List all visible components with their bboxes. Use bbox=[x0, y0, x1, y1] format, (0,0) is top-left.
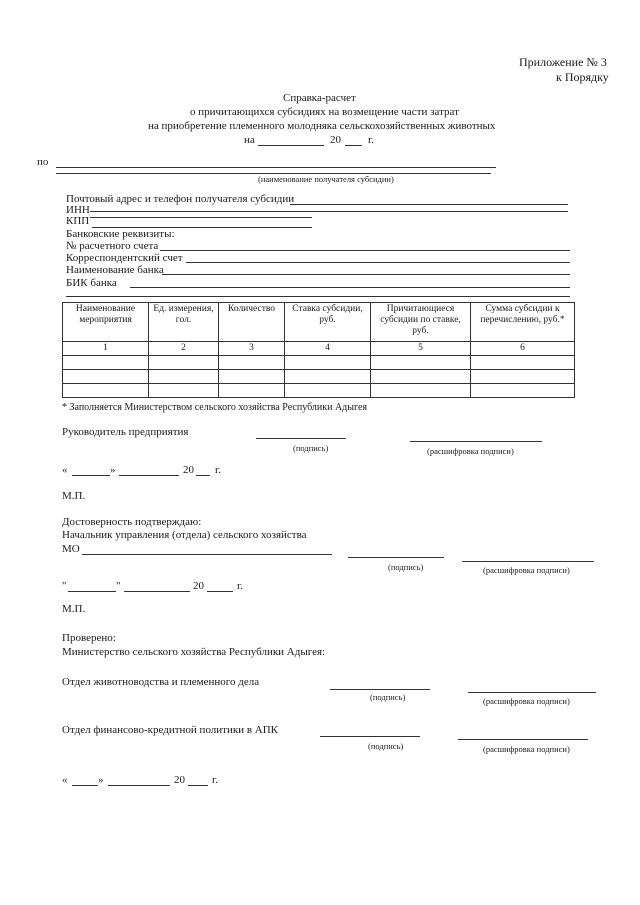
mo-line[interactable] bbox=[82, 554, 332, 555]
bank-name-label: Наименование банка bbox=[66, 264, 164, 276]
doc-subtitle-1: о причитающихся субсидиях на возмещение части затрат bbox=[190, 106, 459, 118]
bik-label: БИК банка bbox=[66, 277, 117, 289]
date2-year-line[interactable] bbox=[207, 591, 233, 592]
stamp-2: М.П. bbox=[62, 603, 86, 615]
stamp-1: М.П. bbox=[62, 490, 86, 502]
date1-open: « bbox=[62, 464, 68, 476]
livestock-decode-line[interactable] bbox=[468, 692, 596, 693]
date1-close: » bbox=[110, 464, 116, 476]
table-row bbox=[63, 370, 575, 384]
date-day-line[interactable] bbox=[258, 145, 324, 146]
chief-decode-line[interactable] bbox=[462, 561, 594, 562]
corr-account-label: Корреспондентский счет bbox=[66, 252, 183, 264]
table-cell[interactable] bbox=[149, 356, 219, 370]
dept-finance-label: Отдел финансово-кредитной политики в АПК bbox=[62, 724, 279, 736]
date3-year: 20 bbox=[174, 774, 185, 786]
livestock-signature-line[interactable] bbox=[330, 689, 430, 690]
mo-label: МО bbox=[62, 543, 80, 555]
date2-open: " bbox=[62, 580, 67, 592]
table-cell[interactable] bbox=[219, 384, 285, 398]
table-number-cell: 4 bbox=[285, 342, 371, 356]
head-signature-caption: (подпись) bbox=[293, 443, 329, 453]
dept-livestock-label: Отдел животноводства и племенного дела bbox=[62, 676, 260, 688]
table-cell[interactable] bbox=[285, 384, 371, 398]
table-cell[interactable] bbox=[219, 370, 285, 384]
table-number-row bbox=[63, 342, 575, 356]
table-cell[interactable] bbox=[471, 370, 575, 384]
corr-account-line[interactable] bbox=[186, 262, 570, 263]
inn-label: ИНН bbox=[66, 204, 90, 216]
ministry-label: Министерство сельского хозяйства Республики Адыгея: bbox=[62, 646, 326, 658]
date-year-line[interactable] bbox=[345, 145, 362, 146]
date3-open: « bbox=[62, 774, 68, 786]
table-cell[interactable] bbox=[371, 370, 471, 384]
chief-label: Начальник управления (отдела) сельского хозяйства bbox=[62, 529, 307, 541]
table-cell[interactable] bbox=[471, 384, 575, 398]
date2-suffix: г. bbox=[237, 580, 244, 592]
table-cell[interactable] bbox=[149, 384, 219, 398]
bik-line-2[interactable] bbox=[66, 296, 570, 297]
account-label: № расчетного счета bbox=[66, 240, 159, 252]
recipient-caption: (наименование получателя субсидии) bbox=[258, 174, 394, 184]
finance-signature-line[interactable] bbox=[320, 736, 420, 737]
date-suffix: г. bbox=[368, 134, 375, 146]
subsidy-table bbox=[62, 302, 575, 398]
table-cell[interactable] bbox=[285, 370, 371, 384]
table-cell[interactable] bbox=[471, 356, 575, 370]
table-header-cell: Количество bbox=[219, 303, 285, 342]
date1-year: 20 bbox=[183, 464, 194, 476]
confirm-label: Достоверность подтверждаю: bbox=[62, 516, 202, 528]
finance-decode-caption: (расшифровка подписи) bbox=[483, 744, 570, 754]
head-decode-caption: (расшифровка подписи) bbox=[427, 446, 514, 456]
kpp-label: КПП bbox=[66, 215, 90, 227]
table-row bbox=[63, 356, 575, 370]
date1-year-line[interactable] bbox=[196, 475, 210, 476]
date3-month-line[interactable] bbox=[108, 785, 170, 786]
table-header-cell: Наименование мероприятия bbox=[63, 303, 149, 342]
bank-details-label: Банковские реквизиты: bbox=[66, 228, 175, 240]
chief-decode-caption: (расшифровка подписи) bbox=[483, 565, 570, 575]
account-line[interactable] bbox=[160, 250, 570, 251]
bik-line[interactable] bbox=[130, 287, 570, 288]
head-signature-line[interactable] bbox=[256, 438, 346, 439]
date2-month-line[interactable] bbox=[124, 591, 190, 592]
recipient-prefix: по bbox=[37, 156, 49, 168]
bank-name-line[interactable] bbox=[162, 274, 570, 275]
inn-line[interactable] bbox=[90, 217, 312, 218]
finance-signature-caption: (подпись) bbox=[368, 741, 404, 751]
date2-day-line[interactable] bbox=[68, 591, 116, 592]
table-header-cell: Причитающиеся субсидии по ставке, руб. bbox=[371, 303, 471, 342]
table-cell[interactable] bbox=[63, 356, 149, 370]
date-year: 20 bbox=[330, 134, 341, 146]
date3-day-line[interactable] bbox=[72, 785, 98, 786]
date3-year-line[interactable] bbox=[188, 785, 208, 786]
doc-subtitle-2: на приобретение племенного молодняка сельскохозяйственных животных bbox=[148, 120, 496, 132]
postal-line-2[interactable] bbox=[90, 211, 568, 212]
footnote: * Заполняется Министерством сельского хозяйства Республики Адыгея bbox=[62, 402, 367, 413]
finance-decode-line[interactable] bbox=[458, 739, 588, 740]
date1-suffix: г. bbox=[215, 464, 222, 476]
recipient-name-line[interactable] bbox=[56, 167, 496, 168]
table-cell[interactable] bbox=[371, 356, 471, 370]
postal-line[interactable] bbox=[290, 204, 568, 205]
table-header-cell: Ставка субсидии, руб. bbox=[285, 303, 371, 342]
table-number-cell: 2 bbox=[149, 342, 219, 356]
postal-label: Почтовый адрес и телефон получателя субсидии bbox=[66, 193, 295, 205]
doc-title: Справка-расчет bbox=[283, 92, 356, 104]
date3-suffix: г. bbox=[212, 774, 219, 786]
table-cell[interactable] bbox=[219, 356, 285, 370]
head-decode-line[interactable] bbox=[410, 441, 542, 442]
date2-close: " bbox=[116, 580, 121, 592]
table-cell[interactable] bbox=[63, 370, 149, 384]
table-header-row bbox=[63, 303, 575, 342]
checked-label: Проверено: bbox=[62, 632, 116, 644]
date3-close: » bbox=[98, 774, 104, 786]
date2-year: 20 bbox=[193, 580, 204, 592]
date1-month-line[interactable] bbox=[119, 475, 179, 476]
table-number-cell: 1 bbox=[63, 342, 149, 356]
head-label: Руководитель предприятия bbox=[62, 426, 189, 438]
table-cell[interactable] bbox=[63, 384, 149, 398]
date-prefix: на bbox=[244, 134, 255, 146]
date1-day-line[interactable] bbox=[72, 475, 110, 476]
table-number-cell: 5 bbox=[371, 342, 471, 356]
table-number-cell: 6 bbox=[471, 342, 575, 356]
appendix-number: Приложение № 3 bbox=[519, 55, 607, 69]
table-cell[interactable] bbox=[149, 370, 219, 384]
livestock-decode-caption: (расшифровка подписи) bbox=[483, 696, 570, 706]
table-cell[interactable] bbox=[371, 384, 471, 398]
chief-signature-caption: (подпись) bbox=[388, 562, 424, 572]
table-row bbox=[63, 384, 575, 398]
chief-signature-line[interactable] bbox=[348, 557, 444, 558]
appendix-order: к Порядку bbox=[556, 70, 609, 84]
table-header-cell: Сумма субсидии к перечислению, руб.* bbox=[471, 303, 575, 342]
livestock-signature-caption: (подпись) bbox=[370, 692, 406, 702]
table-cell[interactable] bbox=[285, 356, 371, 370]
table-header-cell: Ед. измерения, гол. bbox=[149, 303, 219, 342]
table-number-cell: 3 bbox=[219, 342, 285, 356]
